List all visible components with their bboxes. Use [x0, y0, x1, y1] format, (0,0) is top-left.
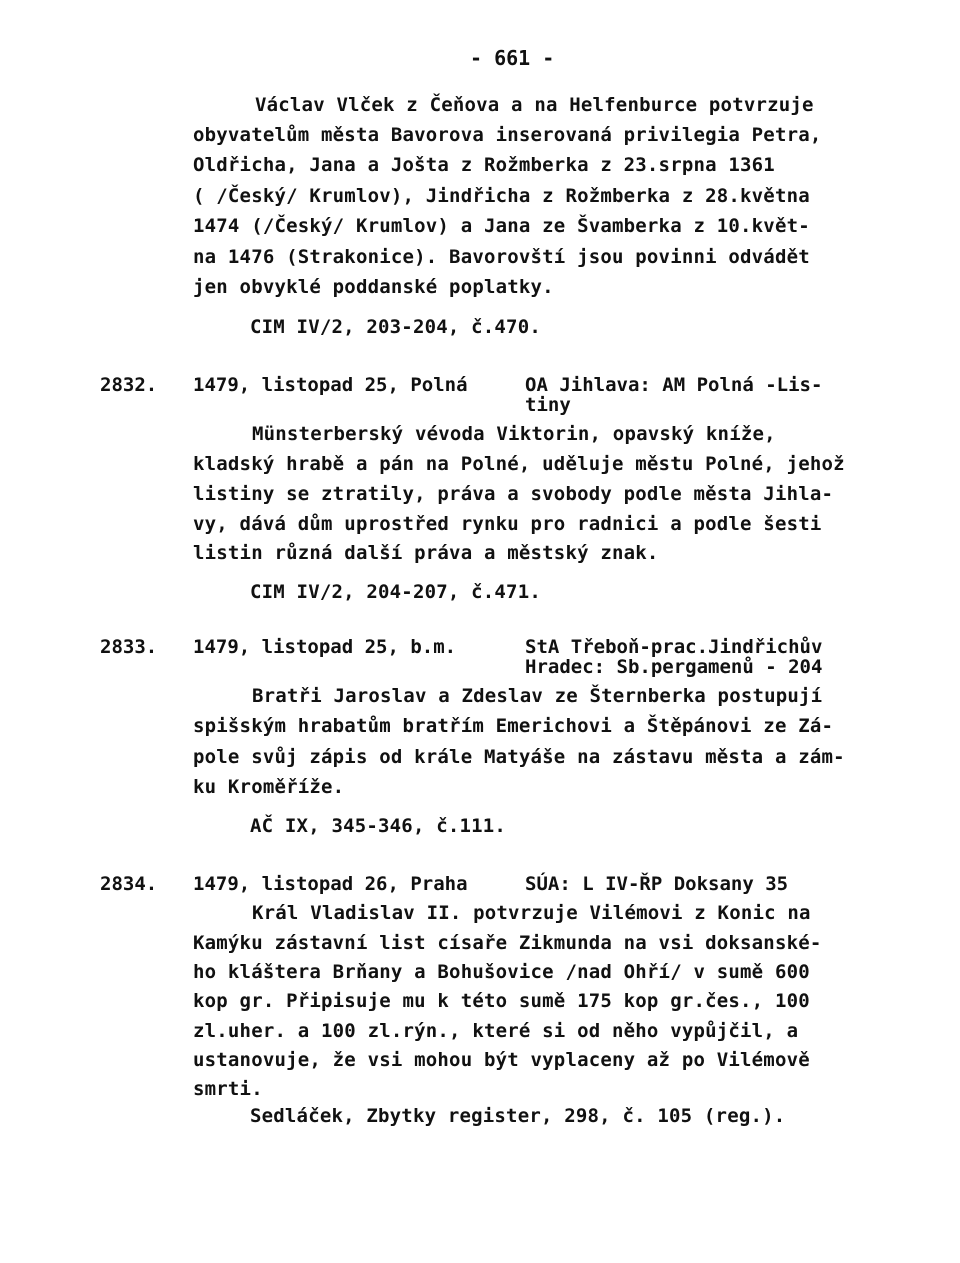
entry-citation: Sedláček, Zbytky register, 298, č. 105 (reg.). — [250, 1105, 786, 1127]
entry-line: listiny se ztratily, práva a svobody podle města Jihla- — [193, 483, 834, 505]
entry-citation: AČ IX, 345-346, č.111. — [250, 815, 507, 837]
entry-date: 1479, listopad 26, Praha — [193, 873, 468, 895]
entry-number: 2833. — [100, 636, 158, 658]
intro-line: 1474 (/Český/ Krumlov) a Jana ze Švamberka z 10.květ- — [193, 215, 810, 237]
entry-citation: CIM IV/2, 204-207, č.471. — [250, 581, 541, 603]
intro-citation: CIM IV/2, 203-204, č.470. — [250, 316, 541, 338]
entry-line: zl.uher. a 100 zl.rýn., které si od něho vypůjčil, a — [193, 1020, 799, 1042]
entry-line: Bratři Jaroslav a Zdeslav ze Šternberka postupují — [252, 685, 823, 707]
page-number: - 661 - — [470, 46, 555, 70]
entry-line: Kamýku zástavní list císaře Zikmunda na vsi doksanské- — [193, 932, 822, 954]
entry-line: vy, dává dům uprostřed rynku pro radnici a podle šesti — [193, 513, 822, 535]
entry-line: Král Vladislav II. potvrzuje Vilémovi z Konic na — [252, 902, 811, 924]
entry-archive: SÚA: L IV-ŘP Doksany 35 — [525, 873, 789, 895]
entry-archive: OA Jihlava: AM Polná -Lis- — [525, 374, 823, 396]
entry-line: kop gr. Připisuje mu k této sumě 175 kop gr.čes., 100 — [193, 990, 810, 1012]
entry-line: ku Kroměříže. — [193, 776, 345, 798]
entry-archive: tiny — [525, 394, 571, 416]
entry-archive: Hradec: Sb.pergamenů - 204 — [525, 656, 823, 678]
entry-line: listin různá další práva a městský znak. — [193, 542, 659, 564]
entry-date: 1479, listopad 25, b.m. — [193, 636, 457, 658]
entry-number: 2834. — [100, 873, 158, 895]
intro-line: obyvatelům města Bavorova inserovaná privilegia Petra, — [193, 124, 822, 146]
entry-line: ho kláštera Brňany a Bohušovice /nad Ohří/ v sumě 600 — [193, 961, 810, 983]
intro-line: na 1476 (Strakonice). Bavorovští jsou povinni odvádět — [193, 246, 810, 268]
intro-line: jen obvyklé poddanské poplatky. — [193, 276, 554, 298]
intro-line: Václav Vlček z Čeňova a na Helfenburce potvrzuje — [255, 94, 814, 116]
entry-number: 2832. — [100, 374, 158, 396]
intro-line: ( /Český/ Krumlov), Jindřicha z Rožmberka z 28.května — [193, 185, 810, 207]
entry-line: pole svůj zápis od krále Matyáše na zástavu města a zám- — [193, 746, 845, 768]
entry-line: smrti. — [193, 1078, 263, 1100]
entry-line: spišským hrabatům bratřím Emerichovi a Štěpánovi ze Zá- — [193, 715, 834, 737]
entry-archive: StA Třeboň-prac.Jindřichův — [525, 636, 823, 658]
entry-line: Münsterberský vévoda Viktorin, opavský kníže, — [252, 423, 776, 445]
entry-date: 1479, listopad 25, Polná — [193, 374, 468, 396]
intro-line: Oldřicha, Jana a Jošta z Rožmberka z 23.srpna 1361 — [193, 154, 775, 176]
entry-line: ustanovuje, že vsi mohou být vyplaceny až po Vilémově — [193, 1049, 810, 1071]
entry-line: kladský hrabě a pán na Polné, uděluje městu Polné, jehož — [193, 453, 845, 475]
